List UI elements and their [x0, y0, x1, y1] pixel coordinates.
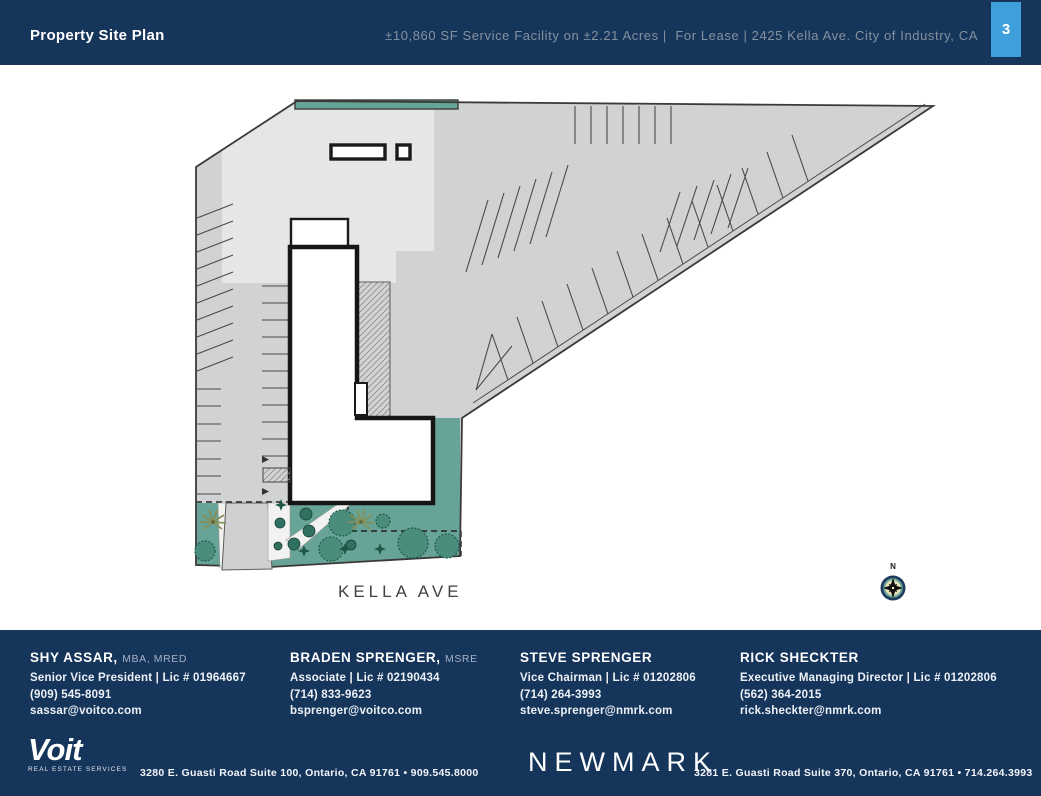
- contact-credential: MBA, MRED: [122, 653, 188, 665]
- contact-name: SHY ASSAR,: [30, 650, 118, 665]
- footer-bar: [0, 630, 1041, 796]
- page-number: 3: [1001, 21, 1011, 38]
- page-title: Property Site Plan: [30, 27, 165, 44]
- header-subtitle: ±10,860 SF Service Facility on ±2.21 Acres | For Lease | 2425 Kella Ave. City of Industry, CA: [385, 28, 978, 43]
- contact-email: bsprenger@voitco.com: [290, 705, 423, 717]
- site-plan-panel: [0, 65, 1041, 630]
- contact-phone: (909) 545-8091: [30, 688, 112, 701]
- newmark-address: 3281 E. Guasti Road Suite 370, Ontario, CA 91761 • 714.264.3993: [694, 767, 1033, 779]
- contact-email: steve.sprenger@nmrk.com: [520, 705, 673, 717]
- page-number-badge: [991, 2, 1021, 57]
- compass-rose-icon: [881, 576, 906, 601]
- roof-detail-small: [397, 145, 410, 159]
- contact-title: Senior Vice President | Lic # 01964667: [30, 672, 246, 684]
- contact-title: Vice Chairman | Lic # 01202806: [520, 672, 696, 684]
- contact-title: Associate | Lic # 02190434: [290, 672, 440, 684]
- voit-logo: [28, 732, 138, 773]
- roof-detail-large: [331, 145, 385, 159]
- voit-address: 3280 E. Guasti Road Suite 100, Ontario, CA 91761 • 909.545.8000: [140, 767, 479, 779]
- contact-title: Executive Managing Director | Lic # 01202806: [740, 672, 997, 684]
- contact-email: rick.sheckter@nmrk.com: [740, 705, 882, 717]
- compass-north-label: N: [890, 562, 896, 571]
- contact-card: [290, 650, 515, 720]
- contact-phone: (714) 264-3993: [520, 688, 602, 701]
- contact-card: [740, 650, 1030, 720]
- hatched-marker: [263, 468, 290, 482]
- newmark-logo: NEWMARK: [528, 747, 718, 777]
- door-notch: [355, 383, 367, 415]
- site-plan-drawing: [0, 65, 1041, 630]
- contact-name: RICK SHECKTER: [740, 650, 859, 665]
- voit-logo-tagline: REAL ESTATE SERVICES: [28, 766, 128, 773]
- contact-card: [520, 650, 735, 720]
- voit-logo-text: Voit: [28, 732, 82, 767]
- contact-phone: (714) 833-9623: [290, 688, 372, 701]
- contact-email: sassar@voitco.com: [30, 705, 142, 717]
- street-label: KELLA AVE: [338, 582, 463, 601]
- header-bar: [0, 0, 1041, 65]
- contact-phone: (562) 364-2015: [740, 688, 822, 701]
- contact-name: STEVE SPRENGER: [520, 650, 653, 665]
- contact-credential: MSRE: [444, 653, 478, 665]
- contact-card: [30, 650, 280, 720]
- contact-name: BRADEN SPRENGER,: [290, 650, 441, 665]
